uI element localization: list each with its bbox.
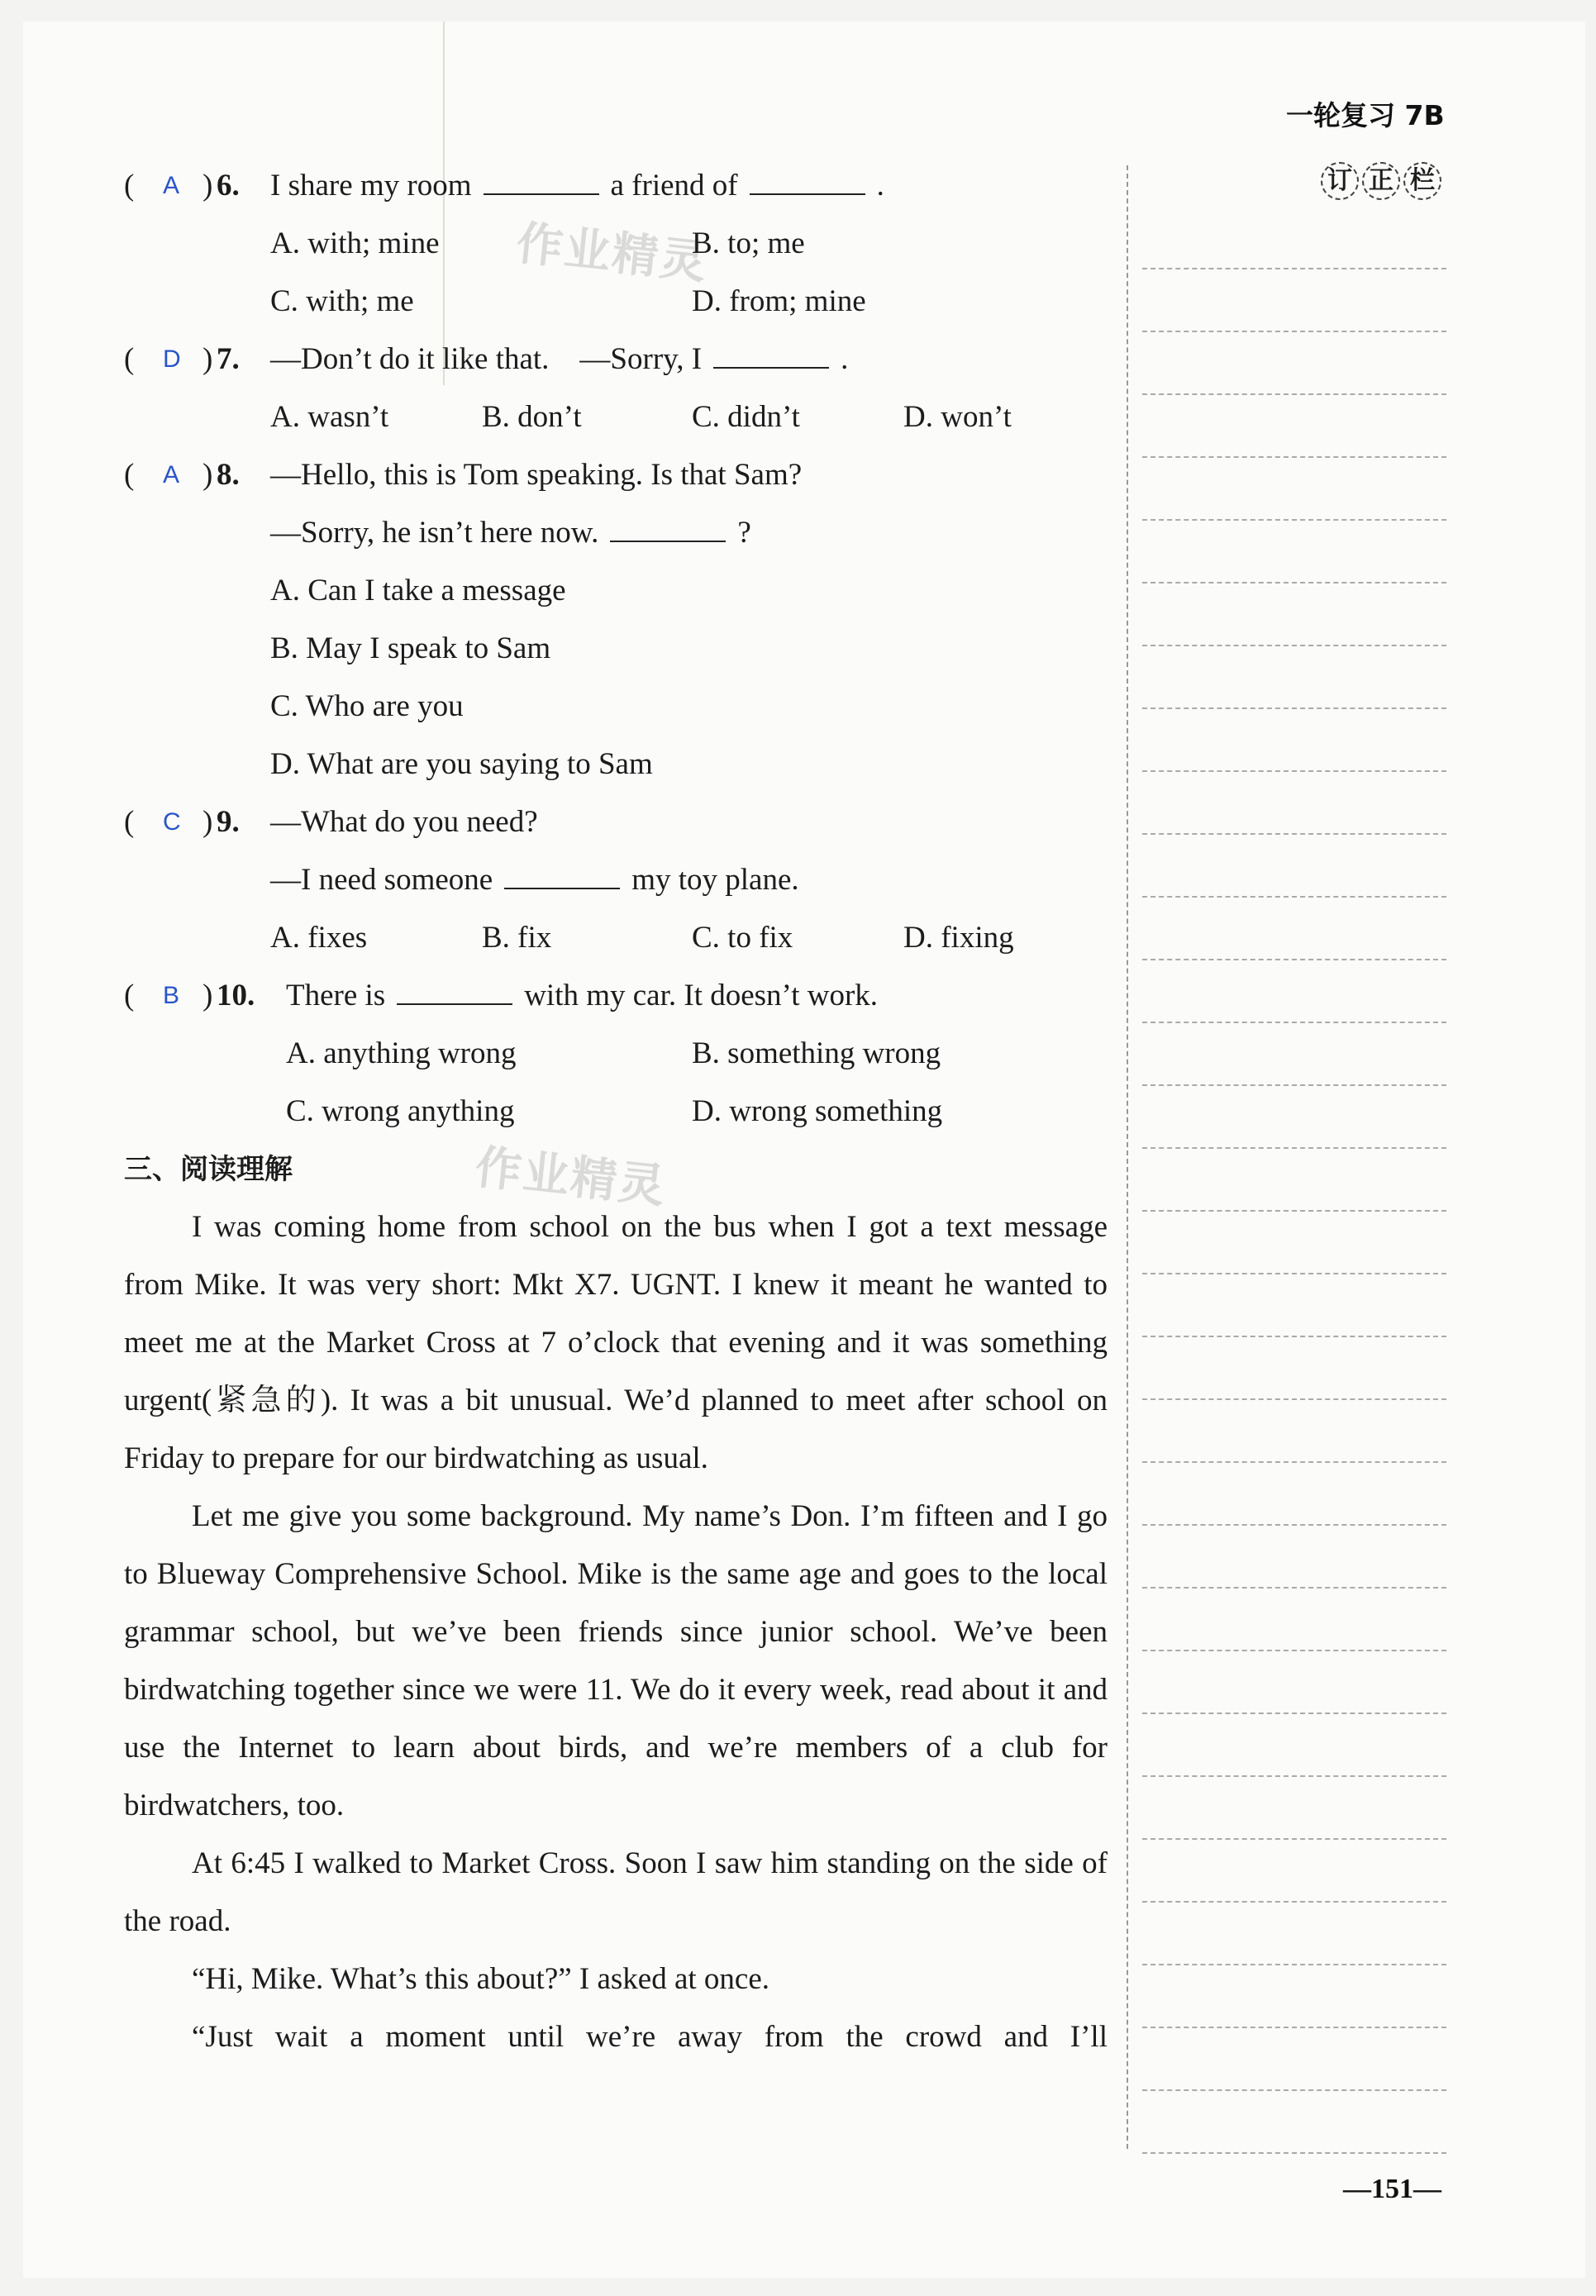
answer-mark: A	[163, 172, 180, 199]
question-8: ( A ) 8. —Hello, this is Tom speaking. Is that Sam?	[124, 446, 1108, 504]
option: B. to; me	[692, 226, 805, 260]
stem-text: —What do you need?	[270, 805, 538, 839]
options-row	[124, 273, 1108, 331]
correction-rule	[1142, 1086, 1446, 1149]
corr-char-2: 正	[1362, 162, 1400, 200]
options-row	[124, 1083, 1108, 1141]
stem-text: —Hello, this is Tom speaking. Is that Sam?	[270, 458, 803, 492]
correction-rule	[1142, 1274, 1446, 1337]
correction-rule	[1142, 395, 1446, 458]
option: A. fixes	[270, 921, 368, 955]
option: D. wrong something	[692, 1094, 943, 1128]
watermark: 作业精灵	[472, 1141, 669, 1214]
question-number: 7.	[217, 342, 240, 376]
correction-rule	[1142, 207, 1446, 269]
answer-blank	[484, 167, 599, 195]
correction-rule	[1142, 1023, 1446, 1086]
correction-rule	[1142, 1337, 1446, 1400]
question-number: 10.	[217, 979, 255, 1012]
question-number: 8.	[217, 458, 240, 492]
answer-blank	[397, 977, 512, 1005]
stem-text: .	[841, 342, 849, 376]
correction-rule	[1142, 709, 1446, 772]
question-line: —Sorry, he isn’t here now. ?	[270, 516, 751, 550]
stem-text: .	[876, 169, 884, 202]
correction-rule	[1142, 1777, 1446, 1840]
correction-rule	[1142, 1651, 1446, 1714]
correction-lines	[1142, 207, 1446, 2154]
passage-paragraph: “Hi, Mike. What’s this about?” I asked at once.	[192, 1962, 770, 1996]
answer-blank	[750, 167, 865, 195]
option: D. fixing	[903, 921, 1014, 955]
passage-paragraph: Let me give you some background. My name’s Don. I’m fifteen and I go to Blueway Comprehensive School. Mike is the same age and goes to the local grammar school, but we’ve been friends since junior school. We’ve been birdwatching together since we were 11. We do it every week, read about it and use the Internet to learn about birds, and we’re members of a club for birdwatchers, too.	[124, 1499, 1108, 1822]
correction-rule	[1142, 898, 1446, 960]
option: C. didn’t	[692, 400, 800, 434]
option: C. wrong anything	[286, 1094, 515, 1128]
stem-text: I share my room	[270, 169, 472, 202]
main-content	[124, 157, 1108, 2066]
question-line: —I need someone my toy plane.	[270, 863, 799, 897]
answer-mark: D	[163, 345, 181, 373]
option-line: A. Can I take a message	[270, 574, 566, 607]
stem-text: —Don’t do it like that. —Sorry, I	[270, 342, 703, 376]
correction-rule	[1142, 2028, 1446, 2091]
option: B. don’t	[482, 400, 582, 434]
passage-paragraph: I was coming home from school on the bus when I got a text message from Mike. It was very short: Mkt X7. UGNT. I knew it meant he wanted to meet me at the Market Cross at 7 o’clock that evening and it was something urgent(紧急的). It was a bit unusual. We’d planned to meet after school on Friday to prepare for our birdwatching as usual.	[124, 1210, 1108, 1475]
correction-rule	[1142, 1149, 1446, 1212]
correction-rule	[1142, 1840, 1446, 1903]
watermark: 作业精灵	[513, 217, 711, 290]
question-10: ( B ) 10. There is with my car. It doesn’t work.	[124, 967, 1108, 1025]
correction-rule	[1142, 1903, 1446, 1965]
correction-rule	[1142, 269, 1446, 332]
stem-text: with my car. It doesn’t work.	[524, 979, 879, 1012]
option: B. fix	[482, 921, 552, 955]
correction-rule	[1142, 584, 1446, 646]
correction-rule	[1142, 1526, 1446, 1589]
passage-paragraph: “Just wait a moment until we’re away from the crowd and I’ll	[192, 2020, 1108, 2054]
corr-char-1: 订	[1321, 162, 1359, 200]
option-line: B. May I speak to Sam	[270, 631, 551, 665]
option-line: C. Who are you	[270, 689, 464, 723]
correction-rule	[1142, 1589, 1446, 1651]
options-row	[124, 215, 1108, 273]
stem-text: There is	[286, 979, 386, 1012]
page-number: —151—	[1343, 2174, 1441, 2204]
correction-rule	[1142, 772, 1446, 835]
option-line: D. What are you saying to Sam	[270, 747, 653, 781]
correction-rule	[1142, 458, 1446, 521]
stem-text: a friend of	[610, 169, 738, 202]
question-number: 9.	[217, 805, 240, 839]
question-7: ( D ) 7. —Don’t do it like that. —Sorry, I .	[124, 331, 1108, 388]
answer-mark: C	[163, 808, 181, 836]
answer-mark: A	[163, 461, 180, 488]
answer-mark: B	[163, 982, 180, 1009]
option: C. to fix	[692, 921, 793, 955]
page-header: 一轮复习 7B	[1286, 99, 1445, 131]
section-title: 三、阅读理解	[124, 1153, 293, 1186]
options-row	[124, 1025, 1108, 1083]
column-divider	[1127, 165, 1128, 2149]
correction-rule	[1142, 835, 1446, 898]
correction-rule	[1142, 1463, 1446, 1526]
answer-blank	[713, 341, 829, 369]
correction-rule	[1142, 1212, 1446, 1274]
option: B. something wrong	[692, 1036, 941, 1070]
option: D. won’t	[903, 400, 1012, 434]
correction-rule	[1142, 332, 1446, 395]
option: D. from; mine	[692, 284, 866, 318]
options-row	[124, 909, 1108, 967]
correction-rule	[1142, 1400, 1446, 1463]
option: C. with; me	[270, 284, 414, 318]
options-row	[124, 388, 1108, 446]
option: A. anything wrong	[286, 1036, 517, 1070]
correction-rule	[1142, 1965, 1446, 2028]
correction-rule	[1142, 960, 1446, 1023]
answer-blank	[610, 514, 726, 542]
correction-rule	[1142, 646, 1446, 709]
option: A. with; mine	[270, 226, 440, 260]
option: A. wasn’t	[270, 400, 389, 434]
corr-char-3: 栏	[1403, 162, 1441, 200]
question-6: ( A ) 6. I share my room a friend of .	[124, 157, 1108, 215]
answer-blank	[504, 861, 620, 889]
correction-rule	[1142, 521, 1446, 584]
correction-rule	[1142, 2091, 1446, 2154]
question-number: 6.	[217, 169, 240, 202]
correction-column-title	[1321, 162, 1441, 200]
correction-rule	[1142, 1714, 1446, 1777]
question-9: ( C ) 9. —What do you need?	[124, 793, 1108, 851]
passage-paragraph: At 6:45 I walked to Market Cross. Soon I saw him standing on the side of the road.	[124, 1846, 1108, 1938]
